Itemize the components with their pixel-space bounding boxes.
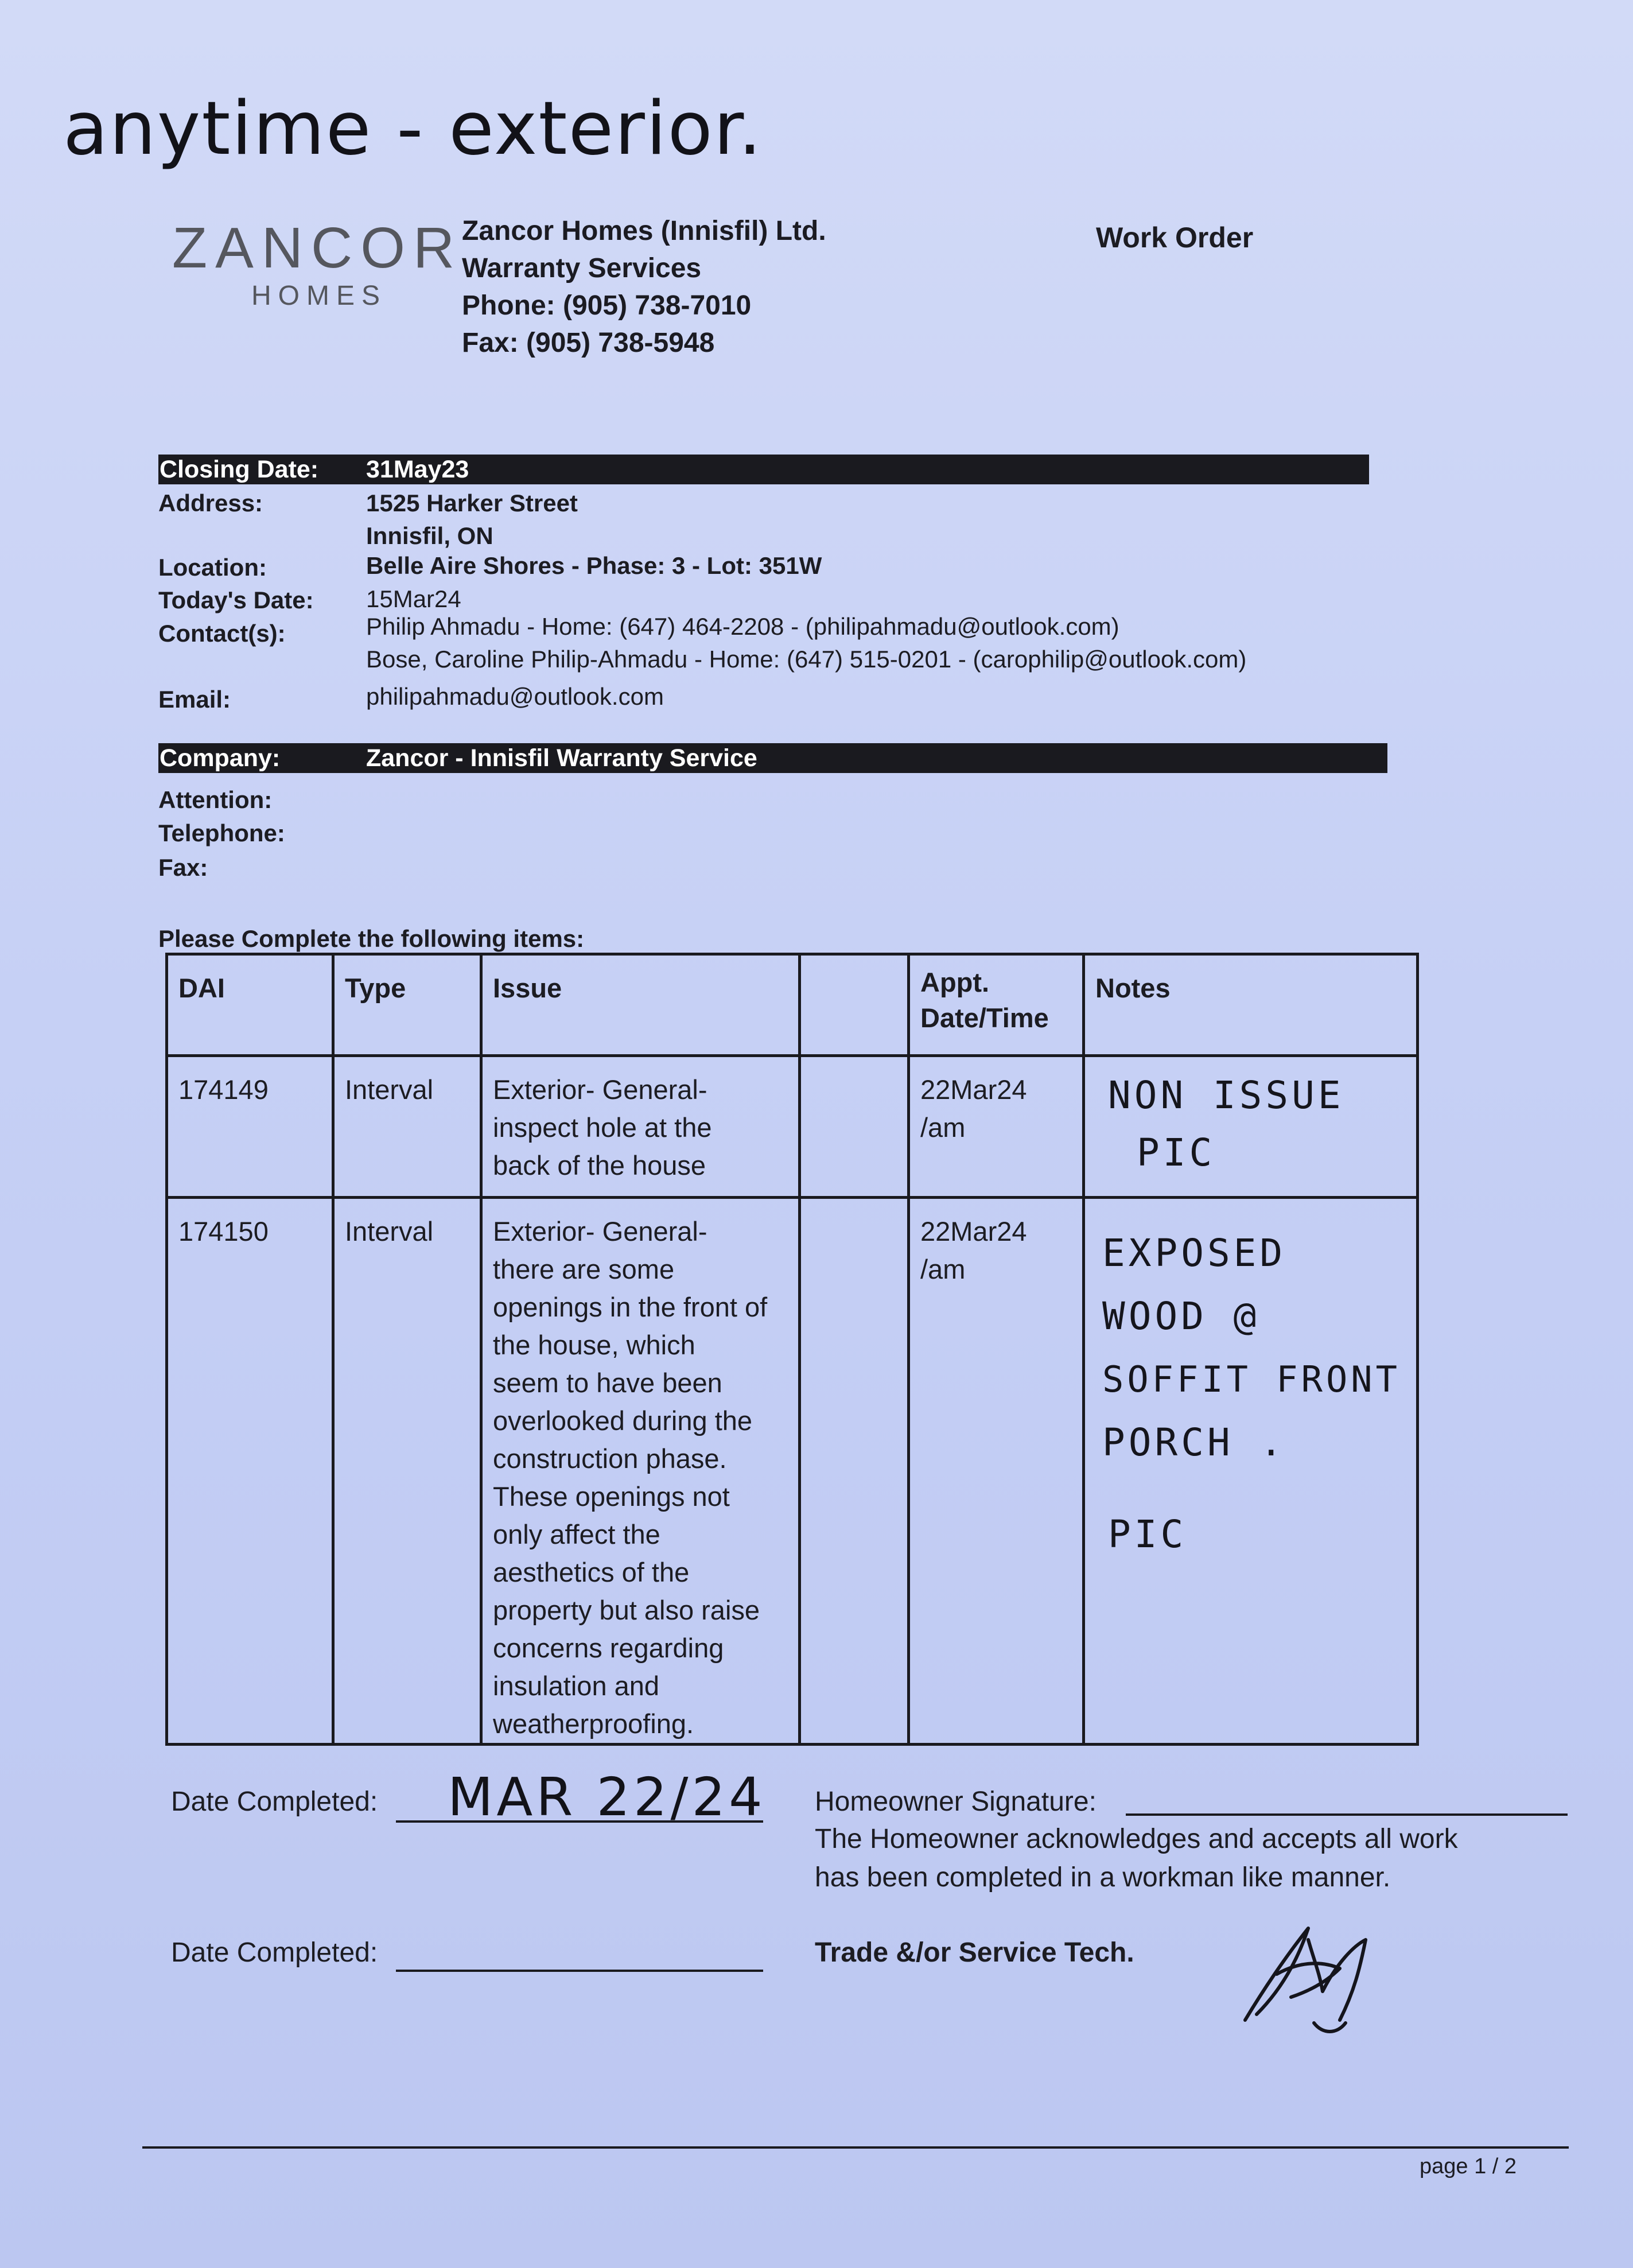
cell-dai: 174150 [167, 1198, 333, 1745]
items-heading: Please Complete the following items: [158, 925, 585, 952]
date-completed-handwritten: MAR 22/24 [448, 1766, 766, 1828]
address-label: Address: [158, 490, 263, 516]
handwritten-note-line: EXPOSED [1102, 1231, 1286, 1275]
email-label: Email: [158, 686, 231, 713]
company-bar [158, 743, 1387, 773]
address-line1: 1525 Harker Street [366, 490, 578, 516]
date-completed-label: Date Completed: [171, 1787, 378, 1817]
handwritten-note-line: SOFFIT FRONT [1102, 1358, 1401, 1400]
service-tech-label: Trade &/or Service Tech. [815, 1937, 1134, 1968]
cell-appt: 22Mar24 /am [909, 1198, 1084, 1745]
page-number: page 1 / 2 [1420, 2154, 1517, 2178]
table-row [167, 1056, 1418, 1198]
col-header-issue: Issue [481, 954, 800, 1056]
address-line2: Innisfil, ON [366, 522, 493, 549]
homeowner-signature-line [1126, 1813, 1568, 1816]
closing-date-label: Closing Date: [160, 456, 319, 483]
document-type: Work Order [1096, 222, 1254, 254]
todays-date-value: 15Mar24 [366, 585, 461, 612]
cell-blank [800, 1198, 909, 1745]
col-header-appt: Appt. Date/Time [909, 954, 1084, 1056]
company-dept: Warranty Services [462, 253, 702, 284]
email-value: philipahmadu@outlook.com [366, 683, 664, 710]
company-phone: Phone: (905) 738-7010 [462, 290, 752, 321]
handwritten-note-line: WOOD @ [1102, 1294, 1260, 1338]
todays-date-label: Today's Date: [158, 587, 314, 613]
table-header-row [167, 954, 1418, 1056]
contact-2: Bose, Caroline Philip-Ahmadu - Home: (647) 515-0201 - (carophilip@outlook.com) [366, 646, 1247, 673]
company-value: Zancor - Innisfil Warranty Service [366, 744, 757, 772]
attention-label: Attention: [158, 786, 273, 813]
handwritten-note-line: NON ISSUE [1108, 1073, 1344, 1117]
fax-label: Fax: [158, 854, 208, 881]
col-header-type: Type [333, 954, 481, 1056]
technician-signature [1222, 1905, 1412, 2043]
contact-1: Philip Ahmadu - Home: (647) 464-2208 - (philipahmadu@outlook.com) [366, 613, 1119, 640]
cell-notes [1084, 1198, 1418, 1745]
acknowledgement-line2: has been completed in a workman like manner. [815, 1862, 1391, 1893]
table-row [167, 1198, 1418, 1745]
telephone-label: Telephone: [158, 820, 285, 846]
location-value: Belle Aire Shores - Phase: 3 - Lot: 351W [366, 552, 822, 579]
date-completed-line-2 [396, 1970, 763, 1972]
company-name: Zancor Homes (Innisfil) Ltd. [462, 216, 826, 246]
cell-appt: 22Mar24 /am [909, 1056, 1084, 1198]
company-label: Company: [160, 744, 281, 772]
closing-date-bar [158, 455, 1369, 484]
col-header-notes: Notes [1084, 954, 1418, 1056]
handwritten-note-line: PIC [1137, 1131, 1216, 1175]
acknowledgement-line1: The Homeowner acknowledges and accepts all work [815, 1824, 1458, 1854]
cell-notes [1084, 1056, 1418, 1198]
logo-wordmark: ZANCOR [172, 216, 463, 280]
cell-type: Interval [333, 1198, 481, 1745]
cell-type: Interval [333, 1056, 481, 1198]
contacts-label: Contact(s): [158, 620, 286, 647]
cell-issue: Exterior- General- there are some openings in the front of the house, which seem to have been overlooked during the construction phase. These openings not only affect the aesthetics of the property but also raise concerns regarding insulation and weatherproofing. [481, 1198, 800, 1745]
handwritten-note-line: PORCH . [1102, 1420, 1286, 1465]
location-label: Location: [158, 554, 267, 581]
col-header-blank [800, 954, 909, 1056]
cell-issue: Exterior- General- inspect hole at the back of the house [481, 1056, 800, 1198]
col-header-dai: DAI [167, 954, 333, 1056]
date-completed-label-2: Date Completed: [171, 1937, 378, 1968]
handwritten-note: anytime - exterior. [63, 86, 763, 172]
footer-rule [142, 2146, 1569, 2149]
company-fax: Fax: (905) 738-5948 [462, 328, 715, 358]
work-items-table [165, 953, 1419, 1746]
homeowner-signature-label: Homeowner Signature: [815, 1787, 1097, 1817]
cell-blank [800, 1056, 909, 1198]
cell-dai: 174149 [167, 1056, 333, 1198]
closing-date-value: 31May23 [366, 456, 469, 483]
logo-subtitle: HOMES [251, 281, 387, 311]
handwritten-note-line: PIC [1108, 1512, 1187, 1556]
